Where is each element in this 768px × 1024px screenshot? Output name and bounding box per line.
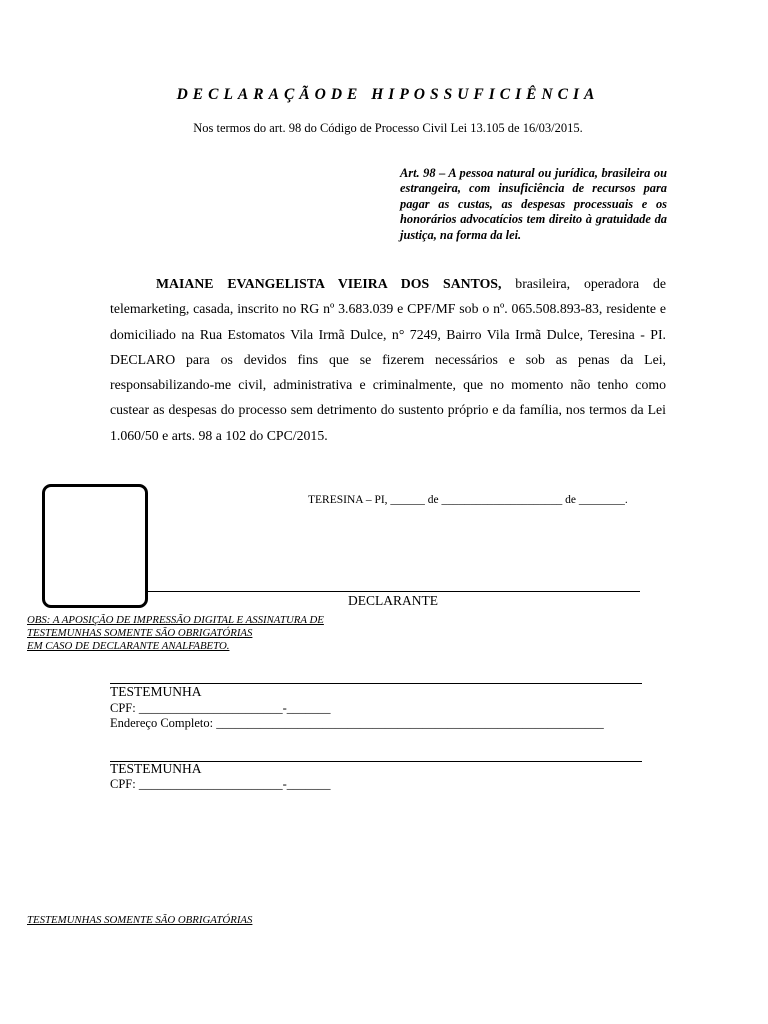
document-subtitle: Nos termos do art. 98 do Código de Processo Civil Lei 13.105 de 16/03/2015. <box>193 121 583 135</box>
witness-1-label: TESTEMUNHA <box>110 684 202 699</box>
declaration-body <box>110 271 666 448</box>
obs-line-3: EM CASO DE DECLARANTE ANALFABETO. <box>27 640 230 652</box>
obs-line-2: TESTEMUNHAS SOMENTE SÃO OBRIGATÓRIAS <box>27 627 253 639</box>
witness-2-label: TESTEMUNHA <box>110 761 202 776</box>
date-line: TERESINA – PI, ______ de _____________________ de ________. <box>308 494 628 506</box>
witness-1-address: Endereço Completo: ______________________________________________________________ <box>110 716 604 730</box>
fingerprint-box <box>42 484 148 608</box>
declarant-name: MAIANE EVANGELISTA VIEIRA DOS SANTOS, <box>156 276 502 291</box>
witness-1-cpf: CPF: _______________________-_______ <box>110 701 331 715</box>
obs-note <box>27 614 324 653</box>
declarant-signature-label: DECLARANTE <box>348 593 438 608</box>
obs-line-1: OBS: A APOSIÇÃO DE IMPRESSÃO DIGITAL E ASSINATURA DE <box>27 614 324 626</box>
article-quote: Art. 98 – A pessoa natural ou jurídica, brasileira ou estrangeira, com insuficiência de recursos para pagar as custas, as despesas processuais e os honorários advocatícios tem direito à gratuidade da justiça, na forma da lei. <box>400 166 667 242</box>
declaration-text: brasileira, operadora de telemarketing, casada, inscrito no RG nº 3.683.039 e CPF/MF sob o nº. 065.508.893-83, residente e domiciliado na Rua Estomatos Vila Irmã Dulce, n° 7249, Bairro Vila Irmã Dulce, Teresina - PI. DECLARO para os devidos fins que se fizerem necessários e sob as penas da Lei, responsabilizando-me civil, administrativa e criminalmente, que no momento não tenho como custear as despesas do processo sem detrimento do sustento próprio e da família, nos termos da Lei 1.060/50 e arts. 98 a 102 do CPC/2015. <box>110 276 666 443</box>
declarant-signature-line <box>146 591 640 592</box>
witness-2-cpf: CPF: _______________________-_______ <box>110 777 331 791</box>
footer-note: TESTEMUNHAS SOMENTE SÃO OBRIGATÓRIAS <box>27 914 253 926</box>
document-title: DECLARAÇÃODE HIPOSSUFICIÊNCIA <box>176 86 600 103</box>
